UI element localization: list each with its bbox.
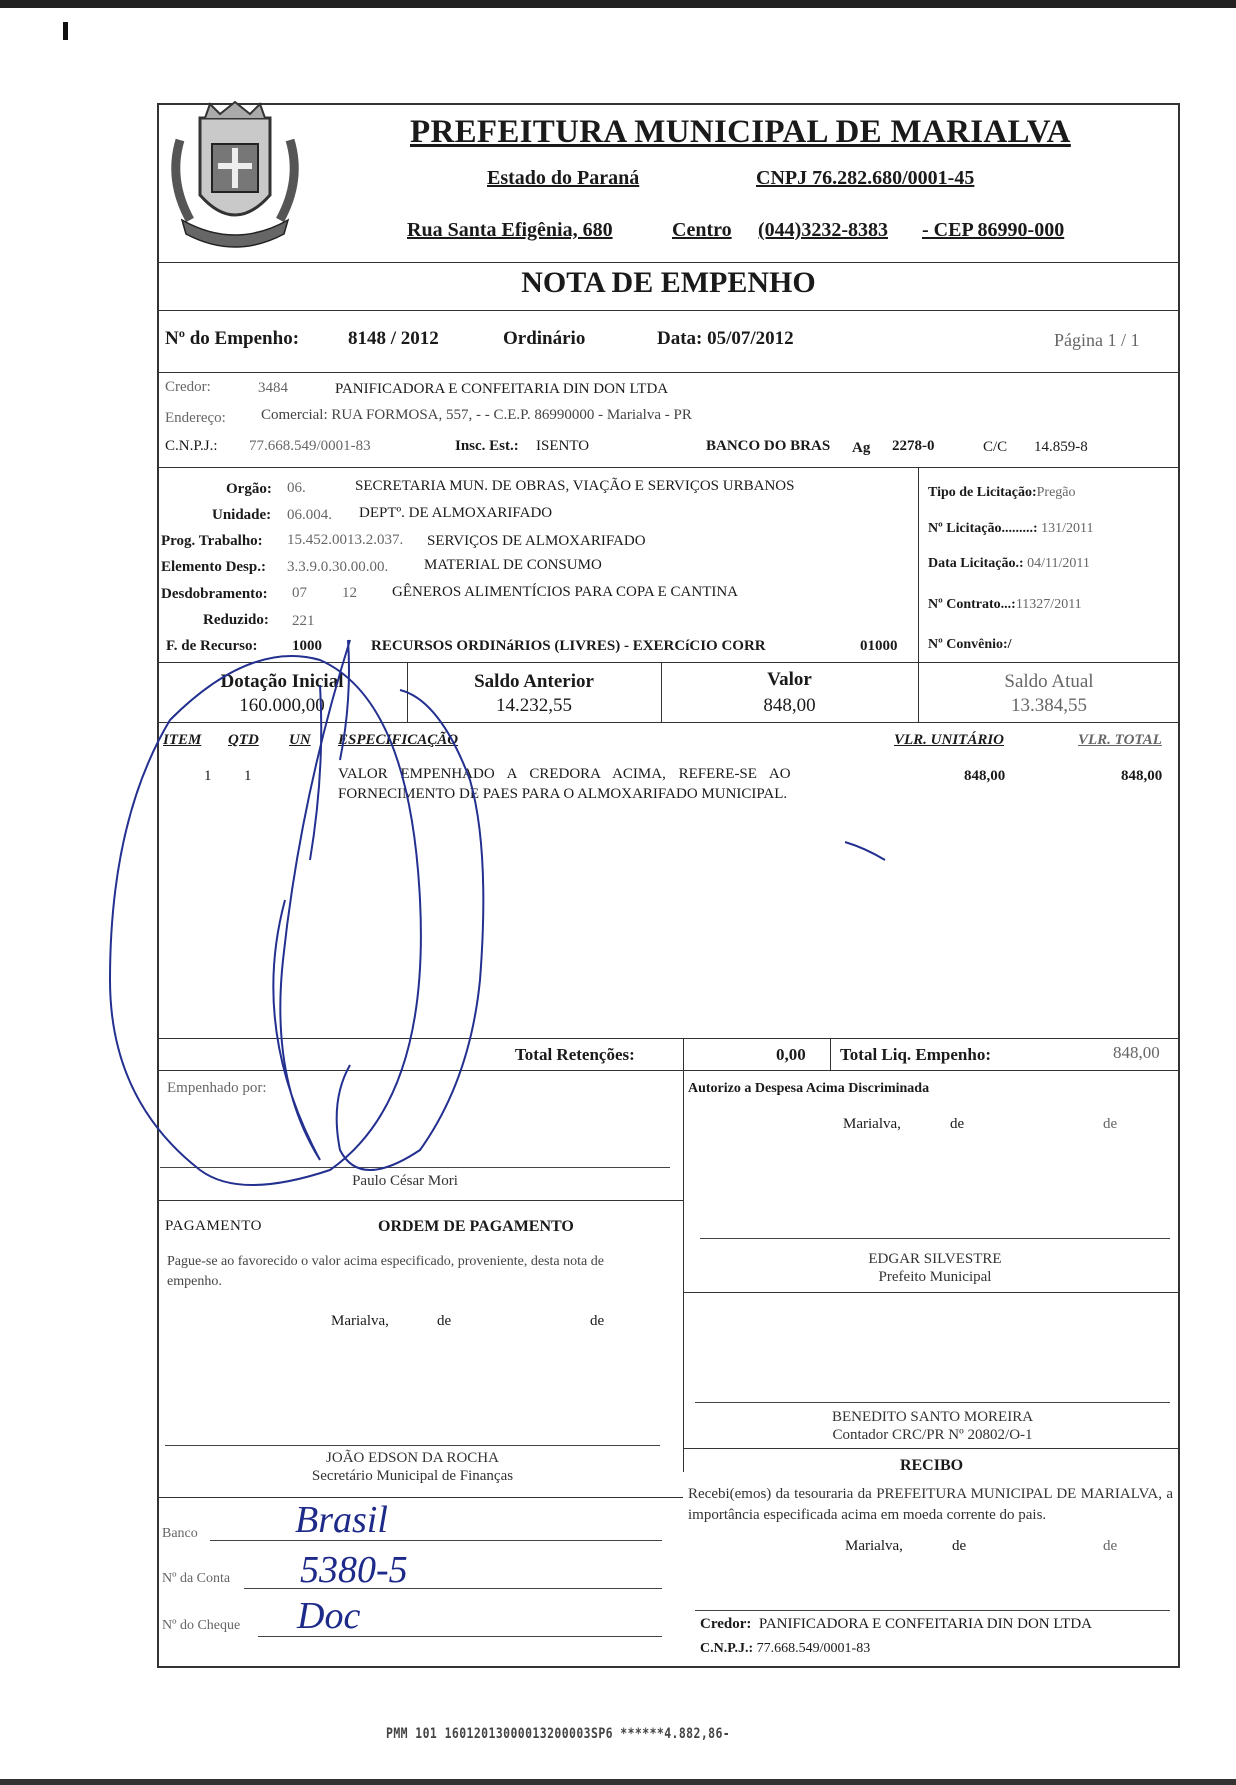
secretary-role: Secretário Municipal de Finanças <box>311 1468 514 1484</box>
valor-label: Valor <box>767 669 812 690</box>
saldo-anterior-label: Saldo Anterior <box>474 671 594 692</box>
unidade-name: DEPTº. DE ALMOXARIFADO <box>359 505 553 521</box>
divider <box>157 467 1180 468</box>
col-qtd: QTD <box>228 732 259 748</box>
row-item: 1 <box>204 768 212 784</box>
col-spec: ESPECIFICAÇÃO <box>338 732 459 748</box>
accountant-signature <box>695 1408 1170 1444</box>
footer-barcode-text: PMM 101 16012013000013200003SP6 ******4.882,86- <box>386 1726 731 1742</box>
licitacao-number: Nº Licitação.........: 131/2011 <box>928 521 1094 536</box>
empenho-number-label: Nº do Empenho: <box>165 328 300 349</box>
elemento-code: 3.3.9.0.30.00.00. <box>287 559 389 575</box>
insc-value: ISENTO <box>536 438 590 454</box>
unidade-code: 06.004. <box>287 507 332 523</box>
row-total-value: 848,00 <box>1121 768 1163 784</box>
signature-line <box>160 1167 670 1168</box>
divider <box>157 1070 1180 1071</box>
recibo-text: Recebi(emos) da tesouraria da PREFEITURA MUNICIPAL DE MARIALVA, a importância especificada acima em moeda corrente do pais. <box>688 1486 1173 1523</box>
pagamento-label: PAGAMENTO <box>165 1218 263 1234</box>
autorizo-city: Marialva, <box>843 1116 901 1132</box>
col-un: UN <box>289 732 311 748</box>
credor-name: PANIFICADORA E CONFEITARIA DIN DON LTDA <box>335 381 669 397</box>
elemento-name: MATERIAL DE CONSUMO <box>424 557 602 573</box>
liquido-value: 848,00 <box>1113 1043 1160 1062</box>
desdobramento-b: 12 <box>342 585 357 601</box>
recibo-credor: Credor: PANIFICADORA E CONFEITARIA DIN DON LTDA <box>700 1616 1093 1632</box>
row-spec-line-1: VALOR EMPENHADO A CREDORA ACIMA, REFERE-SE AO <box>338 766 791 782</box>
address-label: Endereço: <box>165 410 226 426</box>
prog-code: 15.452.0013.2.037. <box>287 532 404 548</box>
credor-label: Credor: <box>165 379 211 395</box>
row-unit-value: 848,00 <box>964 768 1006 784</box>
municipality-title: PREFEITURA MUNICIPAL DE MARIALVA <box>410 114 1071 150</box>
pagamento-de-2: de <box>590 1313 605 1329</box>
divider <box>830 1038 831 1070</box>
orgao-label: Orgão: <box>226 481 272 497</box>
divider <box>157 1200 683 1201</box>
divider <box>157 372 1180 373</box>
recurso-name: RECURSOS ORDINáRIOS (LIVRES) - EXERCíCIO CORR <box>371 638 766 654</box>
cep-header: - CEP 86990-000 <box>922 219 1065 241</box>
empenhado-signer: Paulo César Mori <box>352 1173 458 1189</box>
address-header: Rua Santa Efigênia, 680 <box>407 219 613 241</box>
col-unit-value: VLR. UNITÁRIO <box>894 732 1005 748</box>
account-field-label: Nº da Conta <box>162 1571 231 1586</box>
signature-line <box>695 1610 1170 1611</box>
credor-cnpj: 77.668.549/0001-83 <box>249 438 371 454</box>
mayor-name: EDGAR SILVESTRE <box>868 1251 1002 1267</box>
credor-address: Comercial: RUA FORMOSA, 557, - - C.E.P. 86990000 - Marialva - PR <box>261 407 692 423</box>
state-label: Estado do Paraná <box>487 167 640 189</box>
recibo-cnpj: C.N.P.J.: 77.668.549/0001-83 <box>700 1641 871 1656</box>
prog-label: Prog. Trabalho: <box>161 533 263 549</box>
divider <box>157 1497 683 1498</box>
dotacao-value: 160.000,00 <box>239 695 325 716</box>
col-item: ITEM <box>163 732 202 748</box>
recurso-label: F. de Recurso: <box>166 638 258 654</box>
recurso-number: 01000 <box>860 638 898 654</box>
saldo-atual-value: 13.384,55 <box>1011 695 1087 716</box>
account-label: C/C <box>983 439 1008 455</box>
empenhado-label: Empenhado por: <box>167 1080 267 1096</box>
licitacao-date: Data Licitação.: 04/11/2011 <box>928 556 1090 571</box>
desdobramento-a: 07 <box>292 585 307 601</box>
divider <box>683 1292 1180 1293</box>
pagamento-de-1: de <box>437 1313 452 1329</box>
dotacao-label: Dotação Inicial <box>220 671 344 692</box>
mayor-role: Prefeito Municipal <box>878 1269 992 1285</box>
licitacao-type-label: Tipo de Licitação:Pregão <box>928 485 1076 500</box>
orgao-code: 06. <box>287 480 306 496</box>
unidade-label: Unidade: <box>212 507 272 523</box>
prog-name: SERVIÇOS DE ALMOXARIFADO <box>427 533 646 549</box>
reduzido-label: Reduzido: <box>203 612 269 628</box>
scan-top-edge <box>0 0 1236 8</box>
bank-field-line <box>210 1540 662 1541</box>
autorizo-de-2: de <box>1103 1116 1118 1132</box>
divider <box>157 722 1180 723</box>
divider <box>157 662 1180 663</box>
bank-field-label: Banco <box>162 1526 198 1541</box>
recibo-title: RECIBO <box>899 1457 964 1474</box>
insc-label: Insc. Est.: <box>455 438 519 454</box>
cnpj-header: CNPJ 76.282.680/0001-45 <box>756 167 975 189</box>
divider <box>157 310 1180 311</box>
scan-mark <box>63 22 68 40</box>
reduzido-value: 221 <box>292 613 315 629</box>
scan-bottom-edge <box>0 1779 1236 1785</box>
desdobramento-name: GÊNEROS ALIMENTÍCIOS PARA COPA E CANTINA <box>392 584 739 600</box>
coat-of-arms-icon <box>160 100 310 260</box>
handwritten-account: 5380-5 <box>300 1549 408 1591</box>
saldo-anterior-value: 14.232,55 <box>496 695 572 716</box>
retencoes-label: Total Retenções: <box>515 1045 635 1064</box>
ordem-pagamento-title: ORDEM DE PAGAMENTO <box>378 1218 574 1235</box>
empenho-type: Ordinário <box>503 328 586 349</box>
handwritten-bank: Brasil <box>295 1499 388 1541</box>
document-title: NOTA DE EMPENHO <box>521 266 816 299</box>
pagamento-text: Pague-se ao favorecido o valor acima especificado, proveniente, desta nota de empenho. <box>167 1254 604 1289</box>
credor-code: 3484 <box>258 380 288 396</box>
cnpj-label: C.N.P.J.: <box>165 438 218 454</box>
divider <box>918 467 919 662</box>
phone-header: (044)3232-8383 <box>758 219 888 241</box>
cheque-field-label: Nº do Cheque <box>162 1618 241 1633</box>
divider <box>157 262 1180 263</box>
signature-line <box>700 1238 1170 1239</box>
signature-line <box>695 1402 1170 1403</box>
desdobramento-label: Desdobramento: <box>161 586 268 602</box>
divider <box>683 1448 1180 1449</box>
secretary-signature <box>165 1449 660 1485</box>
recibo-de-2: de <box>1103 1538 1118 1554</box>
divider <box>683 1038 684 1472</box>
autorizo-label: Autorizo a Despesa Acima Discriminada <box>688 1081 930 1096</box>
contract-number: Nº Contrato...:11327/2011 <box>928 597 1082 612</box>
recibo-de-1: de <box>952 1538 967 1554</box>
saldo-atual-label: Saldo Atual <box>1004 671 1094 692</box>
secretary-name: JOÃO EDSON DA ROCHA <box>326 1450 499 1466</box>
retencoes-value: 0,00 <box>776 1045 806 1064</box>
account-value: 14.859-8 <box>1034 439 1088 455</box>
row-spec-line-2: FORNECIMENTO DE PAES PARA O ALMOXARIFADO MUNICIPAL. <box>338 786 788 802</box>
liquido-label: Total Liq. Empenho: <box>840 1045 991 1064</box>
row-qtd: 1 <box>244 768 252 784</box>
bank-name: BANCO DO BRAS <box>706 438 831 454</box>
mayor-signature <box>700 1250 1170 1286</box>
empenho-number: 8148 / 2012 <box>348 328 439 349</box>
orgao-name: SECRETARIA MUN. DE OBRAS, VIAÇÃO E SERVIÇOS URBANOS <box>355 478 795 494</box>
pagamento-city: Marialva, <box>331 1313 389 1329</box>
recurso-code: 1000 <box>292 638 322 654</box>
agency-label: Ag <box>852 440 871 456</box>
accountant-name: BENEDITO SANTO MOREIRA <box>831 1409 1034 1425</box>
divider <box>157 1038 1180 1039</box>
page-indicator: Página 1 / 1 <box>1054 330 1140 350</box>
recibo-city: Marialva, <box>845 1538 903 1554</box>
convenio-label: Nº Convênio:/ <box>928 637 1012 652</box>
col-total-value: VLR. TOTAL <box>1078 732 1162 748</box>
valor-value: 848,00 <box>763 695 816 716</box>
signature-line <box>165 1445 660 1446</box>
elemento-label: Elemento Desp.: <box>161 559 266 575</box>
accountant-role: Contador CRC/PR Nº 20802/O-1 <box>832 1427 1033 1443</box>
autorizo-de-1: de <box>950 1116 965 1132</box>
district-header: Centro <box>672 219 732 241</box>
agency-value: 2278-0 <box>892 438 935 454</box>
empenho-date: Data: 05/07/2012 <box>657 328 794 349</box>
handwritten-cheque: Doc <box>297 1595 361 1637</box>
